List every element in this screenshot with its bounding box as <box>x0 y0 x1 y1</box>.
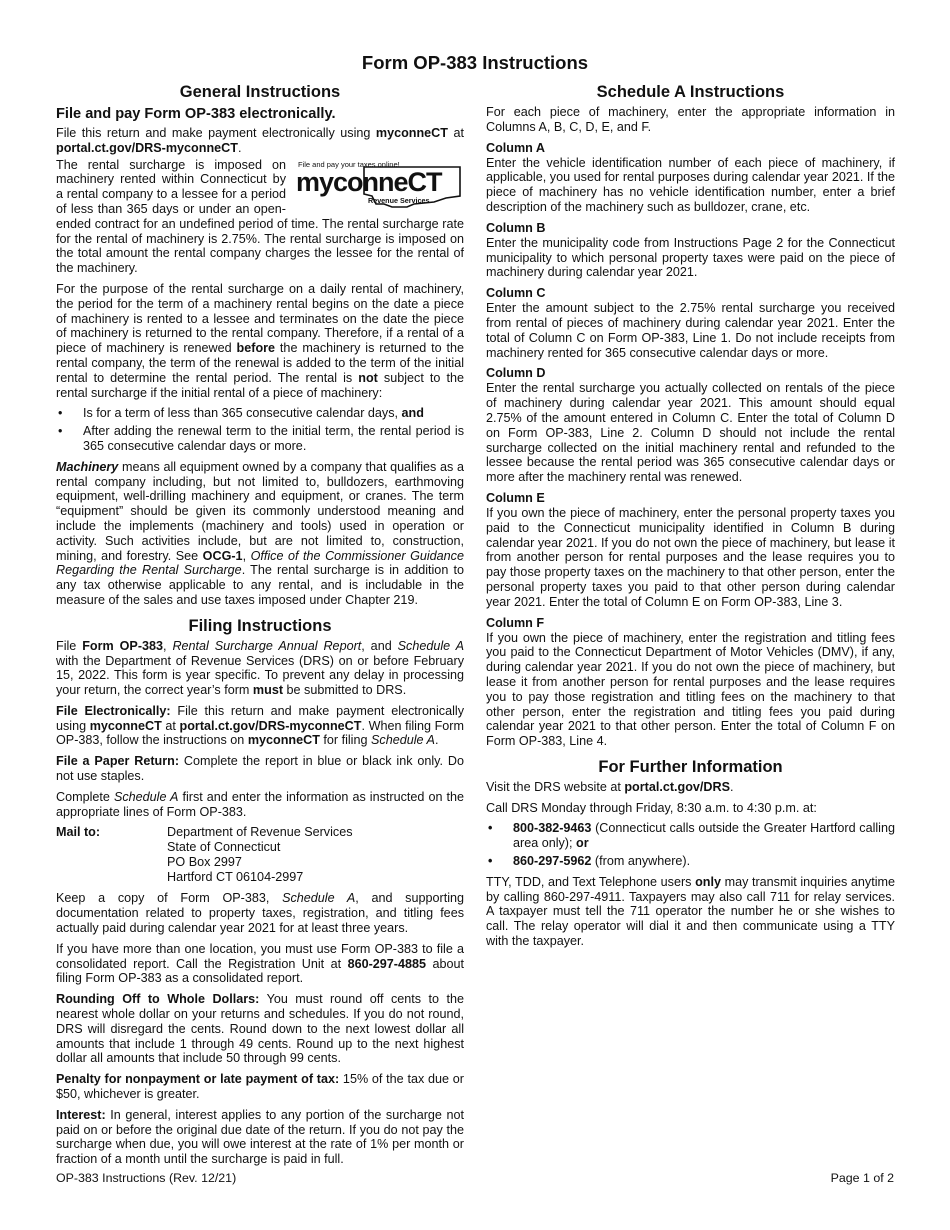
list-item: • 800-382-9463 (Connecticut calls outside the Greater Hartford calling area only); or <box>486 821 895 851</box>
mailing-address <box>56 825 464 885</box>
column-d-heading: Column D <box>486 366 546 381</box>
column-e-text: If you own the piece of machinery, enter the personal property taxes you paid to the Connecticut municipality identified in Column B during calendar year 2021. If you do not own the piece of machinery, but lease it from another person for rental purposes and the lease requires you to pay those property taxes on the machinery to that other person, enter the personal property taxes you paid to that other person during calendar year 2021. Enter the total of Column E on Form OP-383, Line 3. <box>486 505 895 609</box>
column-b-text: Enter the municipality code from Instructions Page 2 for the Connecticut municipality to which personal property taxes were paid on the piece of machinery during calendar year 2021. <box>486 235 895 280</box>
file-electronically-paragraph: File Electronically: File this return and make payment electronically using myconneCT at portal.ct.gov/DRS-myconneCT. When filing Form OP-383, follow the instructions on myconneCT for filing Schedule A. <box>56 703 464 748</box>
logo-wordmark: myconneCT <box>296 166 442 197</box>
complete-schedule-paragraph: Complete Schedule A first and enter the information as instructed on the appropriate lines of Form OP-383. <box>56 789 464 819</box>
phone-number[interactable]: 860-297-5962 <box>513 854 592 869</box>
list-item: • After adding the renewal term to the initial term, the rental period is 365 consecutive calendar days or more. <box>56 424 464 454</box>
column-c-heading: Column C <box>486 286 546 301</box>
filing-instructions-heading: Filing Instructions <box>188 616 332 635</box>
rounding-paragraph: Rounding Off to Whole Dollars: You must round off cents to the nearest whole dollar on your returns and schedules. If you do not round, DRS will disregard the cents. Round down to the next lowest dollar all amounts that include 1 through 49 cents. Round up to the next highest dollar all amounts that include 50 through 99 cents. <box>56 992 464 1066</box>
right-column <box>486 82 895 955</box>
mail-to-label: Mail to: <box>56 825 101 840</box>
page-title: Form OP-383 Instructions <box>361 52 589 73</box>
schedule-a-heading: Schedule A Instructions <box>596 83 785 101</box>
logo-tagline: File and pay your taxes online! <box>298 159 400 169</box>
column-d-text: Enter the rental surcharge you actually collected on rentals of the piece of machinery during calendar year 2021. This amount should equal 2.75% of the amount entered in Column C. Enter the total of Column D on Form OP-383, Line 2. Column D should not include the rental surcharge collected on the initial machinery rental and refunded to the lessee because the rental period was 365 consecutive calendar days or more after the machinery rental was renewed. <box>486 381 895 485</box>
portal-link[interactable]: portal.ct.gov/DRS-myconneCT <box>179 718 362 733</box>
drs-website-link[interactable]: portal.ct.gov/DRS <box>624 779 731 794</box>
general-paragraph-2: The rental surcharge is imposed on machinery rented within Connecticut by a rental company to a lessee for a period of less than 365 days or under an open-ended contract for an undefined period of time. The rental surcharge rate for the rental of machinery is 2.75%. The rental surcharge is imposed on the total amount the rental company charges the lessee for the rental of the machinery. <box>56 157 464 276</box>
column-b-heading: Column B <box>486 220 546 235</box>
rental-conditions-list <box>56 406 464 453</box>
logo-subtitle: Revenue Services <box>368 195 430 205</box>
list-item: • 860-297-5962 (from anywhere). <box>486 854 895 869</box>
footer-page-number: Page 1 of 2 <box>830 1171 894 1185</box>
phone-list <box>486 821 895 868</box>
column-a-text: Enter the vehicle identification number of each piece of machinery, if applicable, you used for rental purposes during calendar year 2021. If the piece of machinery has no vehicle identification number, enter a brief description of the machinery such as bulldozer, crane, etc. <box>486 155 895 214</box>
keep-copy-paragraph: Keep a copy of Form OP-383, Schedule A, and supporting documentation related to property taxes, registration, and titling fees actually paid during calendar year 2021 for at least three years. <box>56 891 464 936</box>
consolidated-report-paragraph: If you have more than one location, you must use Form OP-383 to file a consolidated report. Call the Registration Unit at 860-297-4885 about filing Form OP-383 as a consolidated report. <box>56 941 464 986</box>
column-e-heading: Column E <box>486 490 545 505</box>
myconnect-logo <box>294 160 464 208</box>
address-line: State of Connecticut <box>167 840 281 855</box>
schedule-intro: For each piece of machinery, enter the appropriate information in Columns A, B, C, D, E, and F. <box>486 105 895 134</box>
address-line: Hartford CT 06104-2997 <box>167 870 304 885</box>
column-f-heading: Column F <box>486 615 545 630</box>
left-column <box>56 82 464 1173</box>
address-line: Department of Revenue Services <box>167 825 353 840</box>
column-f-text: If you own the piece of machinery, enter the registration and titling fees you paid to the Connecticut Department of Motor Vehicles (DMV), if any, during calendar year 2021. If you do not own the piece of machinery, but lease it from another person for rental purposes and the lease requires you to pay those registration and titling fees on the machinery to that other person, enter the registration and titling fees you paid during calendar year 2021 to that other person. Enter the total of Column F on Form OP-383, Line 4. <box>486 630 895 749</box>
interest-paragraph: Interest: In general, interest applies to any portion of the surcharge not paid on or before the original due date of the return. If you do not pay the surcharge when due, you will owe interest at the rate of 1% per month or fraction of a month until the surcharge is paid in full. <box>56 1107 464 1167</box>
list-item: • Is for a term of less than 365 consecutive calendar days, and <box>56 406 464 421</box>
general-instructions-heading: General Instructions <box>179 83 341 101</box>
column-c-text: Enter the amount subject to the 2.75% rental surcharge you received from rental of pieces of machinery during calendar year 2021. Enter the total of Column C on Form OP-383, Line 1. Do not include receipts from machinery rented for 365 consecutive calendar days or more. <box>486 301 895 360</box>
penalty-paragraph: Penalty for nonpayment or late payment of tax: 15% of the tax due or $50, whichever is greater. <box>56 1072 464 1102</box>
further-information-heading: For Further Information <box>598 757 783 776</box>
address-line: PO Box 2997 <box>167 855 242 870</box>
footer-form-revision: OP-383 Instructions (Rev. 12/21) <box>56 1171 237 1185</box>
machinery-definition: Machinery means all equipment owned by a company that qualifies as a rental company including, but not limited to, bulldozers, earthmoving equipment, well-drilling machinery and equipment, or cranes. The term “equipment” should be given its commonly understood meaning and include the implements (machinery and tools) used in operation or activity. Such activities include, but are not limited to, construction, mining, and forestry. See OCG-1, Office of the Commissioner Guidance Regarding the Rental Surcharge. The rental surcharge is in addition to any tax otherwise applicable to any rental, and is includable in the measure of the sales and use taxes imposed under Chapter 219. <box>56 459 465 607</box>
call-hours-paragraph: Call DRS Monday through Friday, 8:30 a.m. to 4:30 p.m. at: <box>486 800 817 815</box>
tty-paragraph: TTY, TDD, and Text Telephone users only may transmit inquiries anytime by calling 860-297-4911. Taxpayers may also call 711 for relay services. A taxpayer must tell the 711 operator the number he or she wishes to call. The relay operator will dial it and then communicate using a TTY with the taxpayer. <box>486 874 895 949</box>
filing-paragraph-1: File Form OP-383, Rental Surcharge Annual Report, and Schedule A with the Department of Revenue Services (DRS) on or before February 15, 2022. This form is year specific. To prevent any delay in processing your return, the correct year’s form must be submitted to DRS. <box>56 638 464 698</box>
paper-return-paragraph: File a Paper Return: Complete the report in blue or black ink only. Do not use staples. <box>56 754 464 784</box>
portal-link[interactable]: portal.ct.gov/DRS-myconneCT <box>56 140 238 155</box>
general-paragraph-3: For the purpose of the rental surcharge on a daily rental of machinery, the period for the term of a machinery rental begins on the date a piece of machinery is rented to a lessee and terminates on the date the piece of machinery is returned to the rental company. Therefore, if a rental of a piece of machinery is renewed before the machinery is returned to the rental company, the term of the renewal is added to the term of the initial rental to determine the rental period. The rental is not subject to the rental surcharge if the initial rental of a piece of machinery: <box>56 281 464 400</box>
general-paragraph-1: File this return and make payment electronically using myconneCT at portal.ct.gov/DRS-myconneCT. <box>56 126 464 155</box>
phone-number[interactable]: 800-382-9463 <box>513 821 592 836</box>
column-a-heading: Column A <box>486 140 545 155</box>
website-paragraph: Visit the DRS website at portal.ct.gov/DRS. <box>486 779 734 794</box>
file-electronically-subheading: File and pay Form OP-383 electronically. <box>56 106 336 122</box>
